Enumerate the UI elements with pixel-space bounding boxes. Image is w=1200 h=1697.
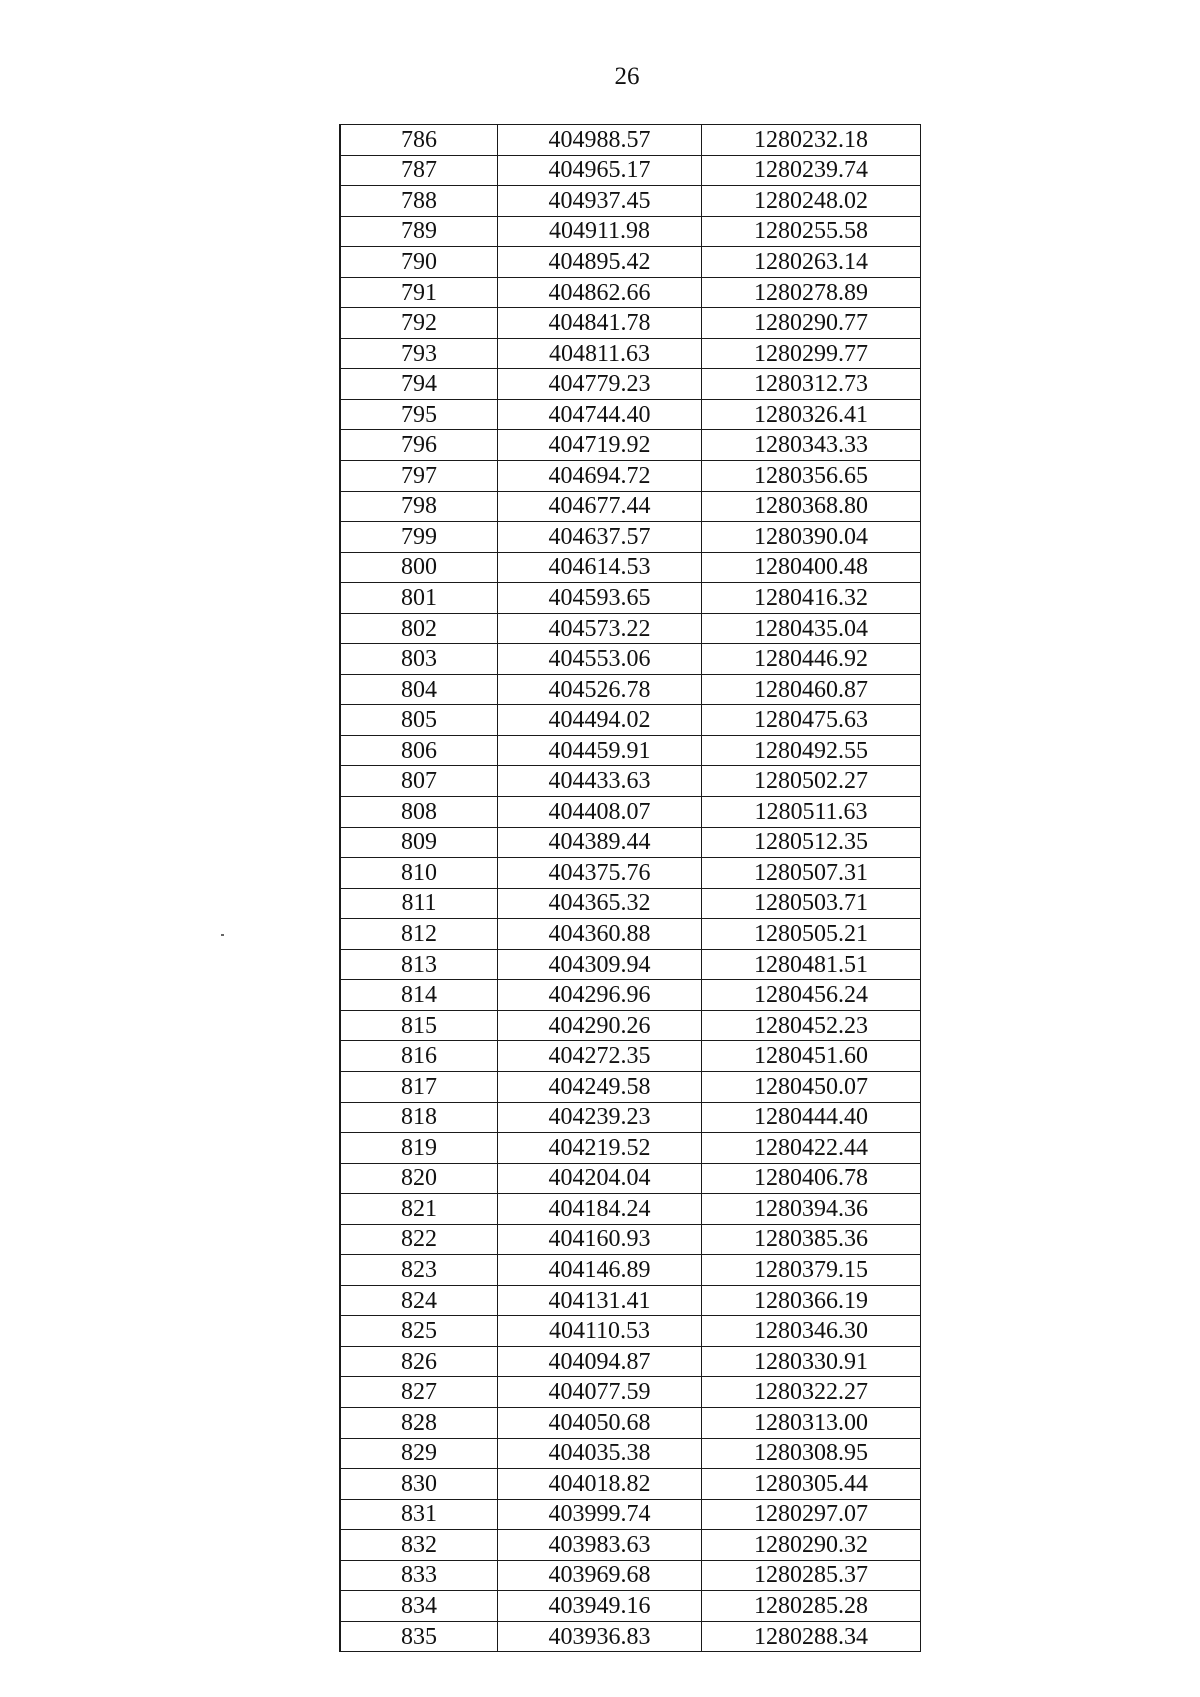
table-row xyxy=(340,186,921,217)
x-coordinate-cell: 404219.52 xyxy=(498,1133,702,1164)
point-number-cell: 814 xyxy=(340,980,498,1011)
table-row xyxy=(340,216,921,247)
y-coordinate-cell: 1280390.04 xyxy=(702,522,921,553)
table-row xyxy=(340,949,921,980)
table-row xyxy=(340,1010,921,1041)
x-coordinate-cell: 404841.78 xyxy=(498,308,702,339)
y-coordinate-cell: 1280255.58 xyxy=(702,216,921,247)
table-row xyxy=(340,1041,921,1072)
y-coordinate-cell: 1280290.32 xyxy=(702,1530,921,1561)
point-number-cell: 796 xyxy=(340,430,498,461)
x-coordinate-cell: 404131.41 xyxy=(498,1285,702,1316)
x-coordinate-cell: 404365.32 xyxy=(498,888,702,919)
x-coordinate-cell: 404895.42 xyxy=(498,247,702,278)
x-coordinate-cell: 404408.07 xyxy=(498,797,702,828)
y-coordinate-cell: 1280313.00 xyxy=(702,1407,921,1438)
point-number-cell: 812 xyxy=(340,919,498,950)
y-coordinate-cell: 1280406.78 xyxy=(702,1163,921,1194)
point-number-cell: 807 xyxy=(340,766,498,797)
point-number-cell: 788 xyxy=(340,186,498,217)
point-number-cell: 810 xyxy=(340,858,498,889)
table-row xyxy=(340,1499,921,1530)
page-number: 26 xyxy=(614,63,640,90)
point-number-cell: 828 xyxy=(340,1407,498,1438)
point-number-cell: 826 xyxy=(340,1346,498,1377)
x-coordinate-cell: 404035.38 xyxy=(498,1438,702,1469)
x-coordinate-cell: 404965.17 xyxy=(498,155,702,186)
point-number-cell: 818 xyxy=(340,1102,498,1133)
table-row xyxy=(340,1407,921,1438)
table-row xyxy=(340,491,921,522)
y-coordinate-cell: 1280475.63 xyxy=(702,705,921,736)
table-row xyxy=(340,461,921,492)
point-number-cell: 811 xyxy=(340,888,498,919)
y-coordinate-cell: 1280503.71 xyxy=(702,888,921,919)
point-number-cell: 787 xyxy=(340,155,498,186)
point-number-cell: 829 xyxy=(340,1438,498,1469)
table-row xyxy=(340,1438,921,1469)
point-number-cell: 801 xyxy=(340,583,498,614)
y-coordinate-cell: 1280263.14 xyxy=(702,247,921,278)
point-number-cell: 802 xyxy=(340,613,498,644)
y-coordinate-cell: 1280400.48 xyxy=(702,552,921,583)
y-coordinate-cell: 1280368.80 xyxy=(702,491,921,522)
x-coordinate-cell: 404146.89 xyxy=(498,1255,702,1286)
y-coordinate-cell: 1280511.63 xyxy=(702,797,921,828)
x-coordinate-cell: 404360.88 xyxy=(498,919,702,950)
y-coordinate-cell: 1280366.19 xyxy=(702,1285,921,1316)
point-number-cell: 793 xyxy=(340,338,498,369)
point-number-cell: 822 xyxy=(340,1224,498,1255)
point-number-cell: 820 xyxy=(340,1163,498,1194)
x-coordinate-cell: 404937.45 xyxy=(498,186,702,217)
y-coordinate-cell: 1280435.04 xyxy=(702,613,921,644)
y-coordinate-cell: 1280512.35 xyxy=(702,827,921,858)
point-number-cell: 832 xyxy=(340,1530,498,1561)
point-number-cell: 833 xyxy=(340,1560,498,1591)
x-coordinate-cell: 404719.92 xyxy=(498,430,702,461)
point-number-cell: 831 xyxy=(340,1499,498,1530)
table-row xyxy=(340,1133,921,1164)
y-coordinate-cell: 1280330.91 xyxy=(702,1346,921,1377)
table-row xyxy=(340,888,921,919)
table-row xyxy=(340,1316,921,1347)
x-coordinate-cell: 404296.96 xyxy=(498,980,702,1011)
y-coordinate-cell: 1280416.32 xyxy=(702,583,921,614)
point-number-cell: 817 xyxy=(340,1071,498,1102)
table-row xyxy=(340,369,921,400)
y-coordinate-cell: 1280305.44 xyxy=(702,1469,921,1500)
x-coordinate-cell: 403969.68 xyxy=(498,1560,702,1591)
table-row xyxy=(340,797,921,828)
x-coordinate-cell: 404077.59 xyxy=(498,1377,702,1408)
y-coordinate-cell: 1280460.87 xyxy=(702,674,921,705)
x-coordinate-cell: 404526.78 xyxy=(498,674,702,705)
scan-mark xyxy=(221,934,224,936)
y-coordinate-cell: 1280444.40 xyxy=(702,1102,921,1133)
x-coordinate-cell: 404553.06 xyxy=(498,644,702,675)
x-coordinate-cell: 404911.98 xyxy=(498,216,702,247)
y-coordinate-cell: 1280379.15 xyxy=(702,1255,921,1286)
point-number-cell: 808 xyxy=(340,797,498,828)
y-coordinate-cell: 1280422.44 xyxy=(702,1133,921,1164)
y-coordinate-cell: 1280452.23 xyxy=(702,1010,921,1041)
y-coordinate-cell: 1280481.51 xyxy=(702,949,921,980)
table-row xyxy=(340,1255,921,1286)
y-coordinate-cell: 1280346.30 xyxy=(702,1316,921,1347)
table-row xyxy=(340,735,921,766)
point-number-cell: 805 xyxy=(340,705,498,736)
y-coordinate-cell: 1280326.41 xyxy=(702,399,921,430)
table-row xyxy=(340,1591,921,1622)
table-row xyxy=(340,1285,921,1316)
x-coordinate-cell: 404272.35 xyxy=(498,1041,702,1072)
table-row xyxy=(340,858,921,889)
y-coordinate-cell: 1280285.28 xyxy=(702,1591,921,1622)
point-number-cell: 824 xyxy=(340,1285,498,1316)
table-row xyxy=(340,308,921,339)
x-coordinate-cell: 403983.63 xyxy=(498,1530,702,1561)
y-coordinate-cell: 1280312.73 xyxy=(702,369,921,400)
point-number-cell: 798 xyxy=(340,491,498,522)
table-row xyxy=(340,766,921,797)
table-row xyxy=(340,613,921,644)
x-coordinate-cell: 404593.65 xyxy=(498,583,702,614)
x-coordinate-cell: 404573.22 xyxy=(498,613,702,644)
point-number-cell: 821 xyxy=(340,1194,498,1225)
table-row xyxy=(340,522,921,553)
table-row xyxy=(340,277,921,308)
point-number-cell: 794 xyxy=(340,369,498,400)
y-coordinate-cell: 1280285.37 xyxy=(702,1560,921,1591)
point-number-cell: 809 xyxy=(340,827,498,858)
coordinates-table xyxy=(339,124,921,1652)
table-row xyxy=(340,552,921,583)
point-number-cell: 792 xyxy=(340,308,498,339)
x-coordinate-cell: 404094.87 xyxy=(498,1346,702,1377)
point-number-cell: 819 xyxy=(340,1133,498,1164)
x-coordinate-cell: 404389.44 xyxy=(498,827,702,858)
y-coordinate-cell: 1280446.92 xyxy=(702,644,921,675)
table-row xyxy=(340,827,921,858)
point-number-cell: 825 xyxy=(340,1316,498,1347)
x-coordinate-cell: 404249.58 xyxy=(498,1071,702,1102)
table-row xyxy=(340,1194,921,1225)
x-coordinate-cell: 404494.02 xyxy=(498,705,702,736)
point-number-cell: 835 xyxy=(340,1621,498,1652)
y-coordinate-cell: 1280290.77 xyxy=(702,308,921,339)
table-row xyxy=(340,155,921,186)
y-coordinate-cell: 1280502.27 xyxy=(702,766,921,797)
table-row xyxy=(340,980,921,1011)
point-number-cell: 813 xyxy=(340,949,498,980)
table-row xyxy=(340,1224,921,1255)
table-row xyxy=(340,705,921,736)
point-number-cell: 800 xyxy=(340,552,498,583)
y-coordinate-cell: 1280451.60 xyxy=(702,1041,921,1072)
table-row xyxy=(340,919,921,950)
x-coordinate-cell: 404637.57 xyxy=(498,522,702,553)
x-coordinate-cell: 404184.24 xyxy=(498,1194,702,1225)
coordinates-table-body xyxy=(340,125,921,1652)
y-coordinate-cell: 1280299.77 xyxy=(702,338,921,369)
table-row xyxy=(340,1621,921,1652)
x-coordinate-cell: 404160.93 xyxy=(498,1224,702,1255)
y-coordinate-cell: 1280356.65 xyxy=(702,461,921,492)
table-row xyxy=(340,1560,921,1591)
point-number-cell: 806 xyxy=(340,735,498,766)
y-coordinate-cell: 1280288.34 xyxy=(702,1621,921,1652)
x-coordinate-cell: 404862.66 xyxy=(498,277,702,308)
x-coordinate-cell: 403999.74 xyxy=(498,1499,702,1530)
point-number-cell: 804 xyxy=(340,674,498,705)
table-row xyxy=(340,1530,921,1561)
y-coordinate-cell: 1280278.89 xyxy=(702,277,921,308)
x-coordinate-cell: 404433.63 xyxy=(498,766,702,797)
table-row xyxy=(340,338,921,369)
y-coordinate-cell: 1280492.55 xyxy=(702,735,921,766)
x-coordinate-cell: 404018.82 xyxy=(498,1469,702,1500)
x-coordinate-cell: 404239.23 xyxy=(498,1102,702,1133)
table-row xyxy=(340,1163,921,1194)
x-coordinate-cell: 404204.04 xyxy=(498,1163,702,1194)
table-row xyxy=(340,430,921,461)
table-row xyxy=(340,1377,921,1408)
x-coordinate-cell: 404375.76 xyxy=(498,858,702,889)
point-number-cell: 803 xyxy=(340,644,498,675)
table-row xyxy=(340,1071,921,1102)
x-coordinate-cell: 404988.57 xyxy=(498,125,702,156)
y-coordinate-cell: 1280450.07 xyxy=(702,1071,921,1102)
y-coordinate-cell: 1280456.24 xyxy=(702,980,921,1011)
point-number-cell: 799 xyxy=(340,522,498,553)
point-number-cell: 791 xyxy=(340,277,498,308)
point-number-cell: 789 xyxy=(340,216,498,247)
x-coordinate-cell: 404677.44 xyxy=(498,491,702,522)
x-coordinate-cell: 404744.40 xyxy=(498,399,702,430)
point-number-cell: 815 xyxy=(340,1010,498,1041)
point-number-cell: 790 xyxy=(340,247,498,278)
table-row xyxy=(340,644,921,675)
point-number-cell: 786 xyxy=(340,125,498,156)
y-coordinate-cell: 1280239.74 xyxy=(702,155,921,186)
table-row xyxy=(340,1346,921,1377)
x-coordinate-cell: 404779.23 xyxy=(498,369,702,400)
point-number-cell: 797 xyxy=(340,461,498,492)
y-coordinate-cell: 1280394.36 xyxy=(702,1194,921,1225)
x-coordinate-cell: 404811.63 xyxy=(498,338,702,369)
x-coordinate-cell: 404290.26 xyxy=(498,1010,702,1041)
x-coordinate-cell: 404694.72 xyxy=(498,461,702,492)
y-coordinate-cell: 1280385.36 xyxy=(702,1224,921,1255)
table-row xyxy=(340,247,921,278)
x-coordinate-cell: 404614.53 xyxy=(498,552,702,583)
point-number-cell: 827 xyxy=(340,1377,498,1408)
y-coordinate-cell: 1280232.18 xyxy=(702,125,921,156)
x-coordinate-cell: 403949.16 xyxy=(498,1591,702,1622)
y-coordinate-cell: 1280507.31 xyxy=(702,858,921,889)
table-row xyxy=(340,583,921,614)
point-number-cell: 834 xyxy=(340,1591,498,1622)
y-coordinate-cell: 1280505.21 xyxy=(702,919,921,950)
point-number-cell: 823 xyxy=(340,1255,498,1286)
x-coordinate-cell: 404309.94 xyxy=(498,949,702,980)
table-row xyxy=(340,1102,921,1133)
table-row xyxy=(340,399,921,430)
x-coordinate-cell: 404459.91 xyxy=(498,735,702,766)
x-coordinate-cell: 403936.83 xyxy=(498,1621,702,1652)
table-row xyxy=(340,674,921,705)
y-coordinate-cell: 1280343.33 xyxy=(702,430,921,461)
x-coordinate-cell: 404110.53 xyxy=(498,1316,702,1347)
y-coordinate-cell: 1280308.95 xyxy=(702,1438,921,1469)
point-number-cell: 816 xyxy=(340,1041,498,1072)
y-coordinate-cell: 1280248.02 xyxy=(702,186,921,217)
x-coordinate-cell: 404050.68 xyxy=(498,1407,702,1438)
y-coordinate-cell: 1280322.27 xyxy=(702,1377,921,1408)
point-number-cell: 795 xyxy=(340,399,498,430)
point-number-cell: 830 xyxy=(340,1469,498,1500)
y-coordinate-cell: 1280297.07 xyxy=(702,1499,921,1530)
table-row xyxy=(340,1469,921,1500)
table-row xyxy=(340,125,921,156)
